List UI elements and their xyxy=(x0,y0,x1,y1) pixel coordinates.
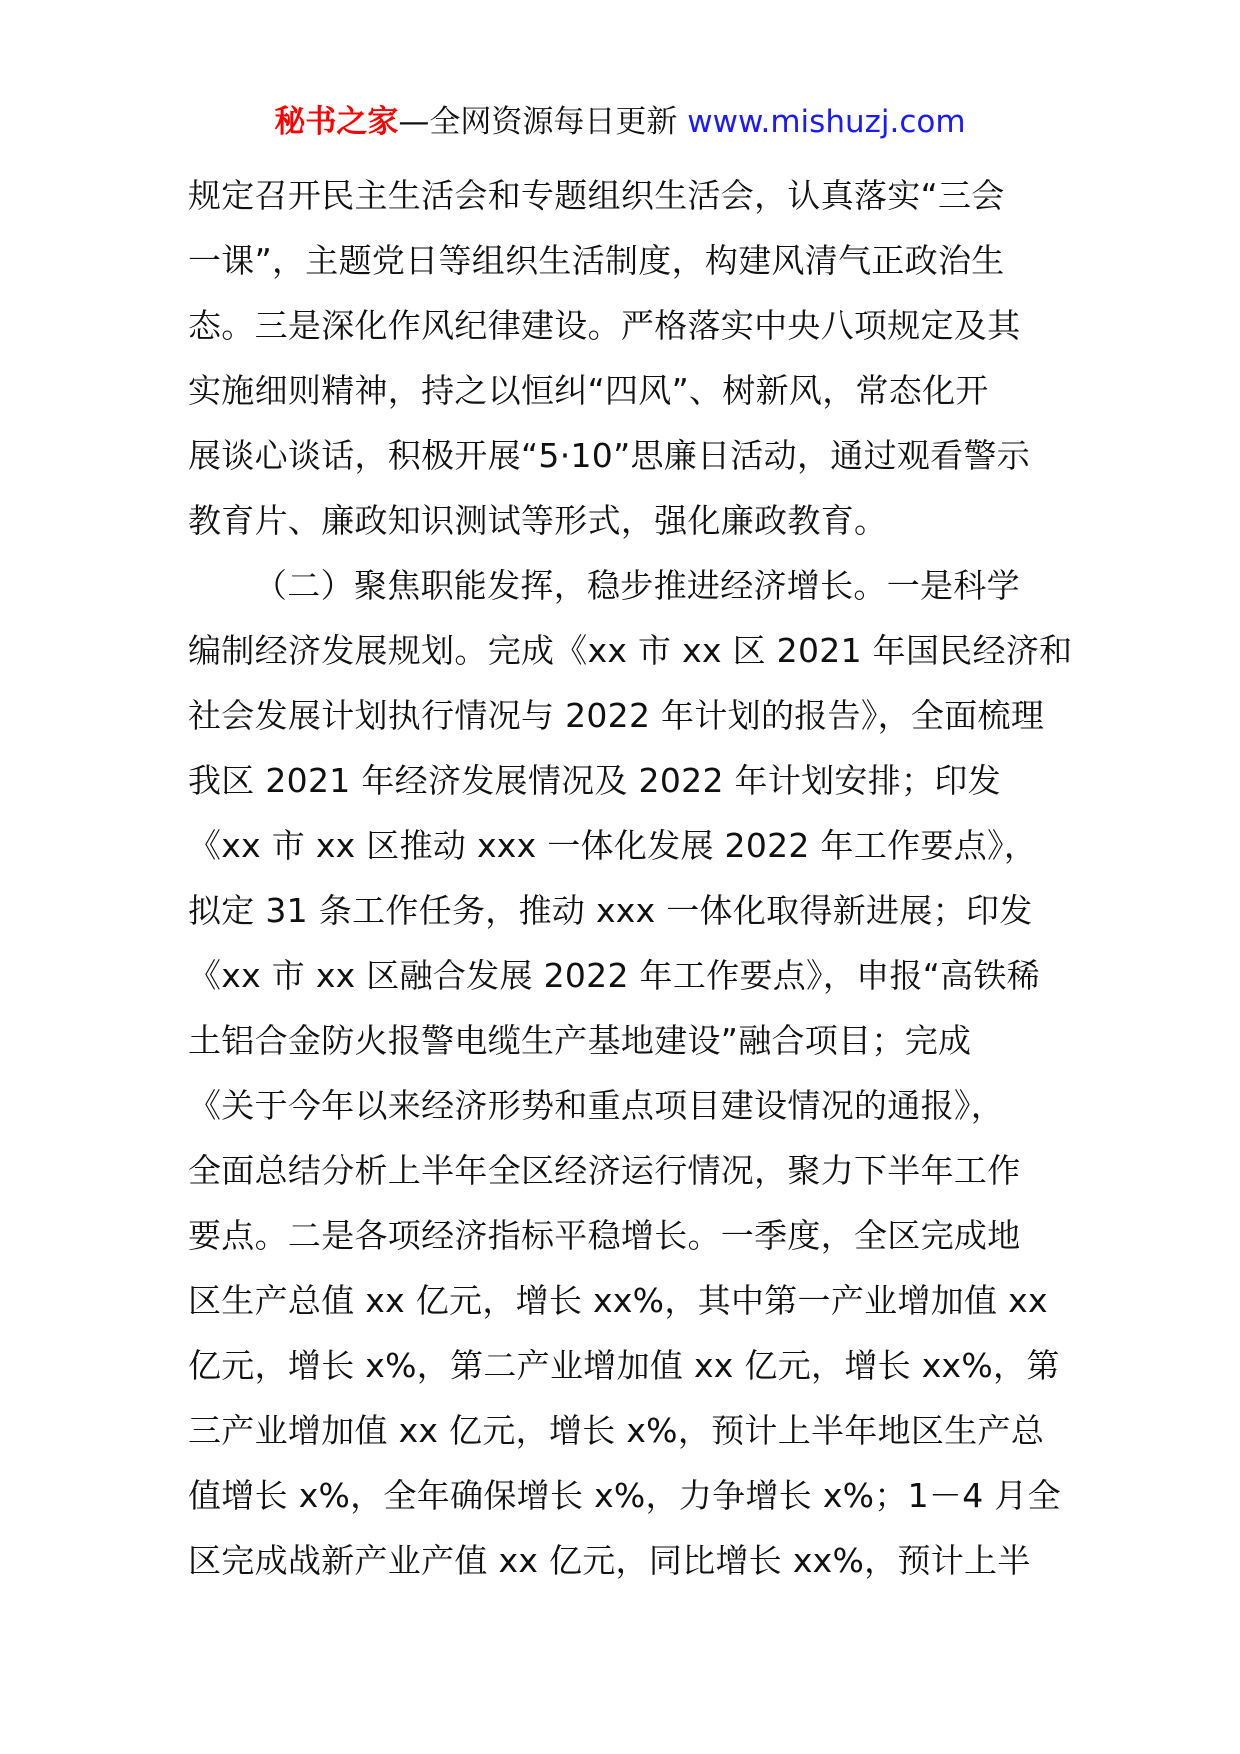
body-line: 值增长 x%，全年确保增长 x%，力争增长 x%；1－4 月全 xyxy=(188,1476,1061,1515)
body-line: 拟定 31 条工作任务，推动 xxx 一体化取得新进展；印发 xyxy=(188,891,1033,930)
header-tagline: —全网资源每日更新 xyxy=(398,104,688,140)
site-url-link[interactable]: www.mishuzj.com xyxy=(687,104,966,140)
body-line: 教育片、廉政知识测试等形式，强化廉政教育。 xyxy=(188,501,888,540)
body-line: 展谈心谈话，积极开展“5·10”思廉日活动，通过观看警示 xyxy=(188,436,1031,475)
body-line: 实施细则精神，持之以恒纠“四风”、树新风，常态化开 xyxy=(188,371,989,410)
body-line: 要点。二是各项经济指标平稳增长。一季度，全区完成地 xyxy=(188,1216,1021,1255)
brand-name: 秘书之家 xyxy=(274,104,399,140)
body-line: 《xx 市 xx 区融合发展 2022 年工作要点》，申报“高铁稀 xyxy=(188,956,1041,995)
body-line: 社会发展计划执行情况与 2022 年计划的报告》，全面梳理 xyxy=(188,696,1045,735)
body-line: 亿元，增长 x%，第二产业增加值 xx 亿元，增长 xx%，第 xyxy=(188,1346,1060,1385)
body-line: 一课”，主题党日等组织生活制度，构建风清气正政治生 xyxy=(188,241,1005,280)
body-line: 态。三是深化作风纪律建设。严格落实中央八项规定及其 xyxy=(188,306,1021,345)
body-line: 土铝合金防火报警电缆生产基地建设”融合项目；完成 xyxy=(188,1021,972,1060)
page-header xyxy=(0,100,1240,144)
body-line: 区生产总值 xx 亿元，增长 xx%，其中第一产业增加值 xx xyxy=(188,1281,1048,1320)
body-line: 编制经济发展规划。完成《xx 市 xx 区 2021 年国民经济和 xyxy=(188,631,1073,670)
body-line: 区完成战新产业产值 xx 亿元，同比增长 xx%，预计上半 xyxy=(188,1541,1031,1580)
body-line: 《xx 市 xx 区推动 xxx 一体化发展 2022 年工作要点》， xyxy=(188,826,1038,865)
body-line: 规定召开民主生活会和专题组织生活会，认真落实“三会 xyxy=(188,176,1005,215)
section-heading-line: （二）聚焦职能发挥，稳步推进经济增长。一是科学 xyxy=(254,566,1020,605)
body-line: 全面总结分析上半年全区经济运行情况，聚力下半年工作 xyxy=(188,1151,1021,1190)
body-line: 三产业增加值 xx 亿元，增长 x%，预计上半年地区生产总 xyxy=(188,1411,1045,1450)
body-line: 我区 2021 年经济发展情况及 2022 年计划安排；印发 xyxy=(188,761,1001,800)
body-line: 《关于今年以来经济形势和重点项目建设情况的通报》， xyxy=(188,1086,1004,1125)
document-body xyxy=(188,163,1073,1593)
